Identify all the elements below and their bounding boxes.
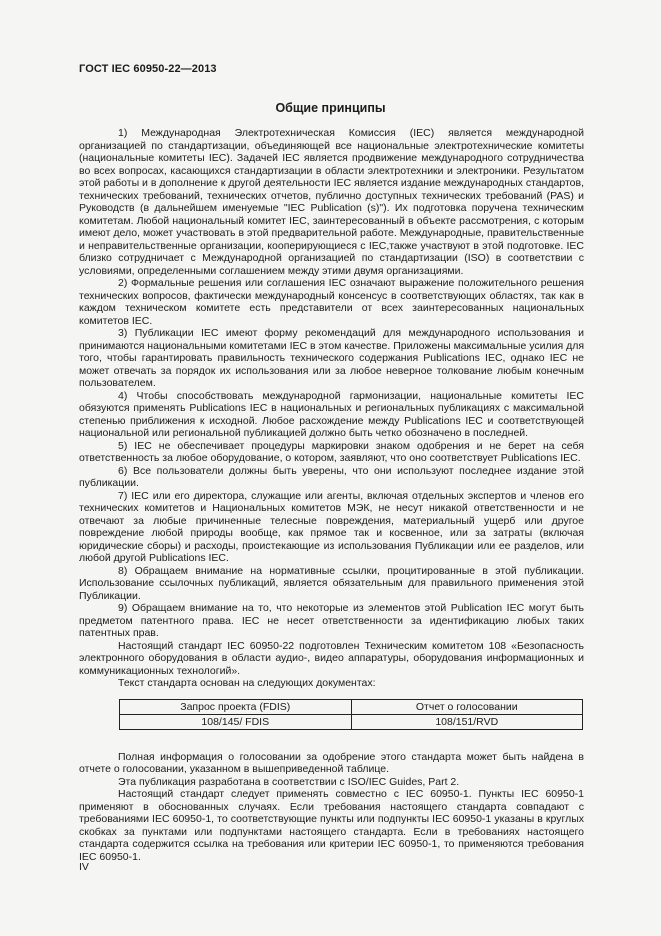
table-header-row bbox=[120, 699, 583, 714]
table-header-cell: Запрос проекта (FDIS) bbox=[120, 699, 352, 714]
paragraph: Настоящий стандарт IEC 60950-22 подготовлен Техническим комитетом 108 «Безопасность электронного оборудования в области аудио-, видео аппаратуры, оборудования информационных и коммуникационных технологий». bbox=[79, 639, 584, 677]
section-title: Общие принципы bbox=[275, 101, 386, 115]
vote-table bbox=[119, 699, 583, 730]
table-row bbox=[120, 714, 583, 729]
paragraph: 8) Обращаем внимание на нормативные ссылки, процитированные в этой публикации. Использование ссылочных публикаций, является обязательным для правильного применения этой Публикации. bbox=[79, 564, 584, 602]
table-cell: 108/151/RVD bbox=[351, 714, 583, 729]
paragraph: 3) Публикации IEC имеют форму рекомендаций для международного использования и принимаются национальными комитетами IEC в этом качестве. Приложены максимальные усилия для того, чтобы гарантировать правильность технического содержания Publications IEC, однако IEC не может отвечать за порядок их использования или за любое неверное толкование любым конечным пользователем. bbox=[79, 327, 585, 389]
paragraph: 4) Чтобы способствовать международной гармонизации, национальные комитеты IEC обязуются применять Publications IEC в национальных и региональных публикациях с максимальной степенью приближения к исходной. Любое расхождение между Publications IEC и соответствующей национальной или региональной публикацией должно быть четко обозначено в последней. bbox=[79, 389, 584, 439]
page-number: IV bbox=[79, 861, 89, 873]
body-text bbox=[79, 127, 584, 863]
paragraph: 7) IEC или его директора, служащие или агенты, включая отдельных экспертов и членов его технических комитетов и Национальных комитетов МЭК, не несут никакой ответственности и не отвечают за любые причиненные телесные повреждения, материальный ущерб или другое повреждение любой природы вообще, как прямое так и косвенное, или за затраты (включая юридические сборы) и расходы, проистекающие из использования Публикации или ее разделов, или любой другой Publications IEC. bbox=[79, 489, 584, 564]
paragraph: Текст стандарта основан на следующих документах: bbox=[118, 677, 376, 689]
paragraph: Настоящий стандарт следует применять совместно с IEC 60950-1. Пункты IEC 60950-1 применяют в обоснованных случаях. Если требования настоящего стандарта совпадают с требованиями IEC 60950-1, то соответствующие пункты или подпункты IEC 60950-1 указаны в круглых скобках за пунктами или подпунктами настоящего стандарта. Если в требованиях настоящего стандарта содержится ссылка на требования или критерии IEC 60950-1, то применяются требования IEC 60950-1. bbox=[79, 788, 584, 863]
paragraph: Полная информация о голосовании за одобрение этого стандарта может быть найдена в отчете о голосовании, указанном в вышеприведенной таблице. bbox=[79, 750, 584, 775]
paragraph: 2) Формальные решения или соглашения IEC означают выражение положительного решения технических вопросов, фактически международный консенсус в соответствующих областях, так как в каждом техническом комитете есть представители от всех заинтересованных национальных комитетов IEC. bbox=[79, 277, 584, 327]
document-header: ГОСТ IEC 60950-22—2013 bbox=[79, 63, 217, 75]
paragraph: Эта публикация разработана в соответствии с ISO/IEC Guides, Part 2. bbox=[118, 775, 460, 788]
table-header-cell: Отчет о голосовании bbox=[351, 699, 583, 714]
paragraph: 1) Международная Электротехническая Комиссия (IEC) является международной организацией по стандартизации, объединяющей все национальные электротехнические комитеты (национальные комитеты IEC). Задачей IEC является продвижение международного сотрудничества во всех вопросах, касающихся стандартизации в области электротехники и электроники. Результатом этой работы и в дополнение к другой деятельности IEC является издание международных стандартов, технических требований, технических отчетов, публично доступных технических требований (PAS) и Руководств (в дальнейшем именуемые "IEC Publication (s)"). Их подготовка поручена техническим комитетам. Любой национальный комитет IEC, заинтересованный в объекте рассмотрения, с которым имеют дело, может участвовать в этой предварительной работе. Международные, правительственные и неправительственные организации, кооперирующиеся с IEC,также участвуют в этой подготовке. IEC близко сотрудничает с Международной организацией по стандартизации (ISO) в соответствии с условиями, определенными соглашением между этими двумя организациями. bbox=[79, 127, 584, 277]
paragraph: 5) IEC не обеспечивает процедуры маркировки знаком одобрения и не берет на себя ответственность за любое оборудование, о котором, заявляют, что оно соответствует Publications IEC. bbox=[79, 439, 584, 464]
table-cell: 108/145/ FDIS bbox=[120, 714, 352, 729]
paragraph: 6) Все пользователи должны быть уверены, что они используют последнее издание этой публикации. bbox=[79, 464, 584, 489]
paragraph: 9) Обращаем внимание на то, что некоторые из элементов этой Publication IEC могут быть предметом патентного права. IEC не несет ответственности за идентификацию любых таких патентных прав. bbox=[79, 602, 584, 639]
vote-table-wrapper bbox=[79, 699, 584, 743]
